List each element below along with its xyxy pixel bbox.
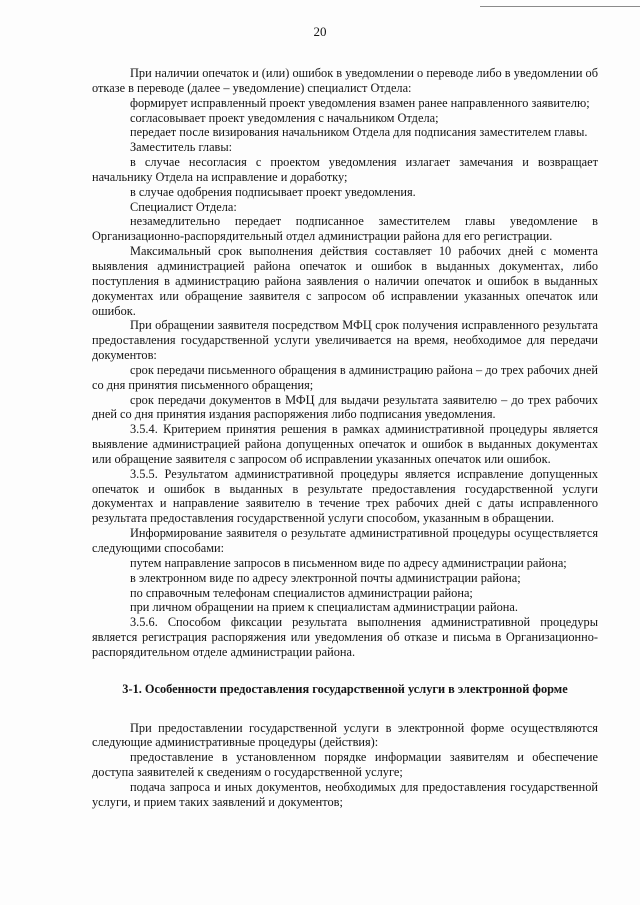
paragraph: 3.5.6. Способом фиксации результата выполнения административной процедуры является регистрация распоряжения или уведомления об отказе и письма в Организационно-распорядительном отделе администрации района.	[92, 615, 598, 659]
paragraph: передает после визирования начальником Отдела для подписания заместителем главы.	[130, 125, 588, 140]
paragraph: 3.5.5. Результатом административной процедуры является исправление допущенных опечаток и ошибок в выданных в результате предоставления государственной услуги документах и направление заявителю в течение трех рабочих дней с даты исправленного результата предоставления государственной услуги способом, указанным в обращении.	[92, 466, 598, 526]
page-number: 20	[313, 24, 327, 39]
scan-edge-line	[480, 6, 640, 7]
paragraph: при личном обращении на прием к специалистам администрации района.	[130, 600, 518, 615]
paragraph: 3.5.4. Критерием принятия решения в рамках административной процедуры является выявление администрацией района допущенных опечаток и ошибок в выданных документах или обращение заявителя с запросом об исправлении указанных опечаток или ошибок.	[92, 422, 598, 466]
paragraph: путем направление запросов в письменном виде по адресу администрации района;	[130, 555, 567, 570]
paragraph: Информирование заявителя о результате административной процедуры осуществляется следующими способами:	[92, 526, 598, 555]
section-heading: 3-1. Особенности предоставления государственной услуги в электронной форме	[122, 681, 568, 696]
paragraph: незамедлительно передает подписанное заместителем главы уведомление в Организационно-распорядительный отдел администрации района для его регистрации.	[92, 214, 598, 244]
page-body	[92, 66, 598, 810]
paragraph: Максимальный срок выполнения действия составляет 10 рабочих дней с момента выявления администрацией района опечаток и ошибок в выданных документах, либо поступления в администрацию района заявления о наличии опечаток и ошибок в выданных документах или обращение заявителя с запросом об исправлении указанных опечаток или ошибок.	[92, 244, 598, 318]
paragraph: Заместитель главы:	[130, 140, 233, 155]
paragraph: по справочным телефонам специалистов администрации района;	[130, 585, 473, 600]
paragraph: согласовывает проект уведомления с начальником Отдела;	[130, 110, 439, 125]
paragraph: в случае несогласия с проектом уведомления излагает замечания и возвращает начальнику Отдела на исправление и доработку;	[92, 155, 598, 184]
paragraph: в случае одобрения подписывает проект уведомления.	[130, 184, 416, 199]
paragraph: подача запроса и иных документов, необходимых для предоставления государственной услуги, и прием таких заявлений и документов;	[92, 779, 598, 809]
paragraph: срок передачи документов в МФЦ для выдачи результата заявителю – до трех рабочих дней со дня принятия издания распоряжения либо подписания уведомления.	[92, 392, 598, 422]
paragraph: При наличии опечаток и (или) ошибок в уведомлении о переводе либо в уведомлении об отказе в переводе (далее – уведомление) специалист Отдела:	[92, 66, 598, 95]
paragraph: предоставление в установленном порядке информации заявителям и обеспечение доступа заявителей к сведениям о государственной услуге;	[92, 750, 598, 780]
paragraph: срок передачи письменного обращения в администрацию района – до трех рабочих дней со дня принятия письменного обращения;	[92, 362, 598, 392]
paragraph: При предоставлении государственной услуги в электронной форме осуществляются следующие административные процедуры (действия):	[92, 720, 598, 750]
paragraph: формирует исправленный проект уведомления взамен ранее направленного заявителю;	[130, 95, 590, 110]
paragraph: Специалист Отдела:	[130, 199, 237, 214]
paragraph: При обращении заявителя посредством МФЦ срок получения исправленного результата предоставления государственной услуги увеличивается на время, необходимое для передачи документов:	[92, 318, 598, 363]
paragraph: в электронном виде по адресу электронной почты администрации района;	[130, 570, 521, 585]
